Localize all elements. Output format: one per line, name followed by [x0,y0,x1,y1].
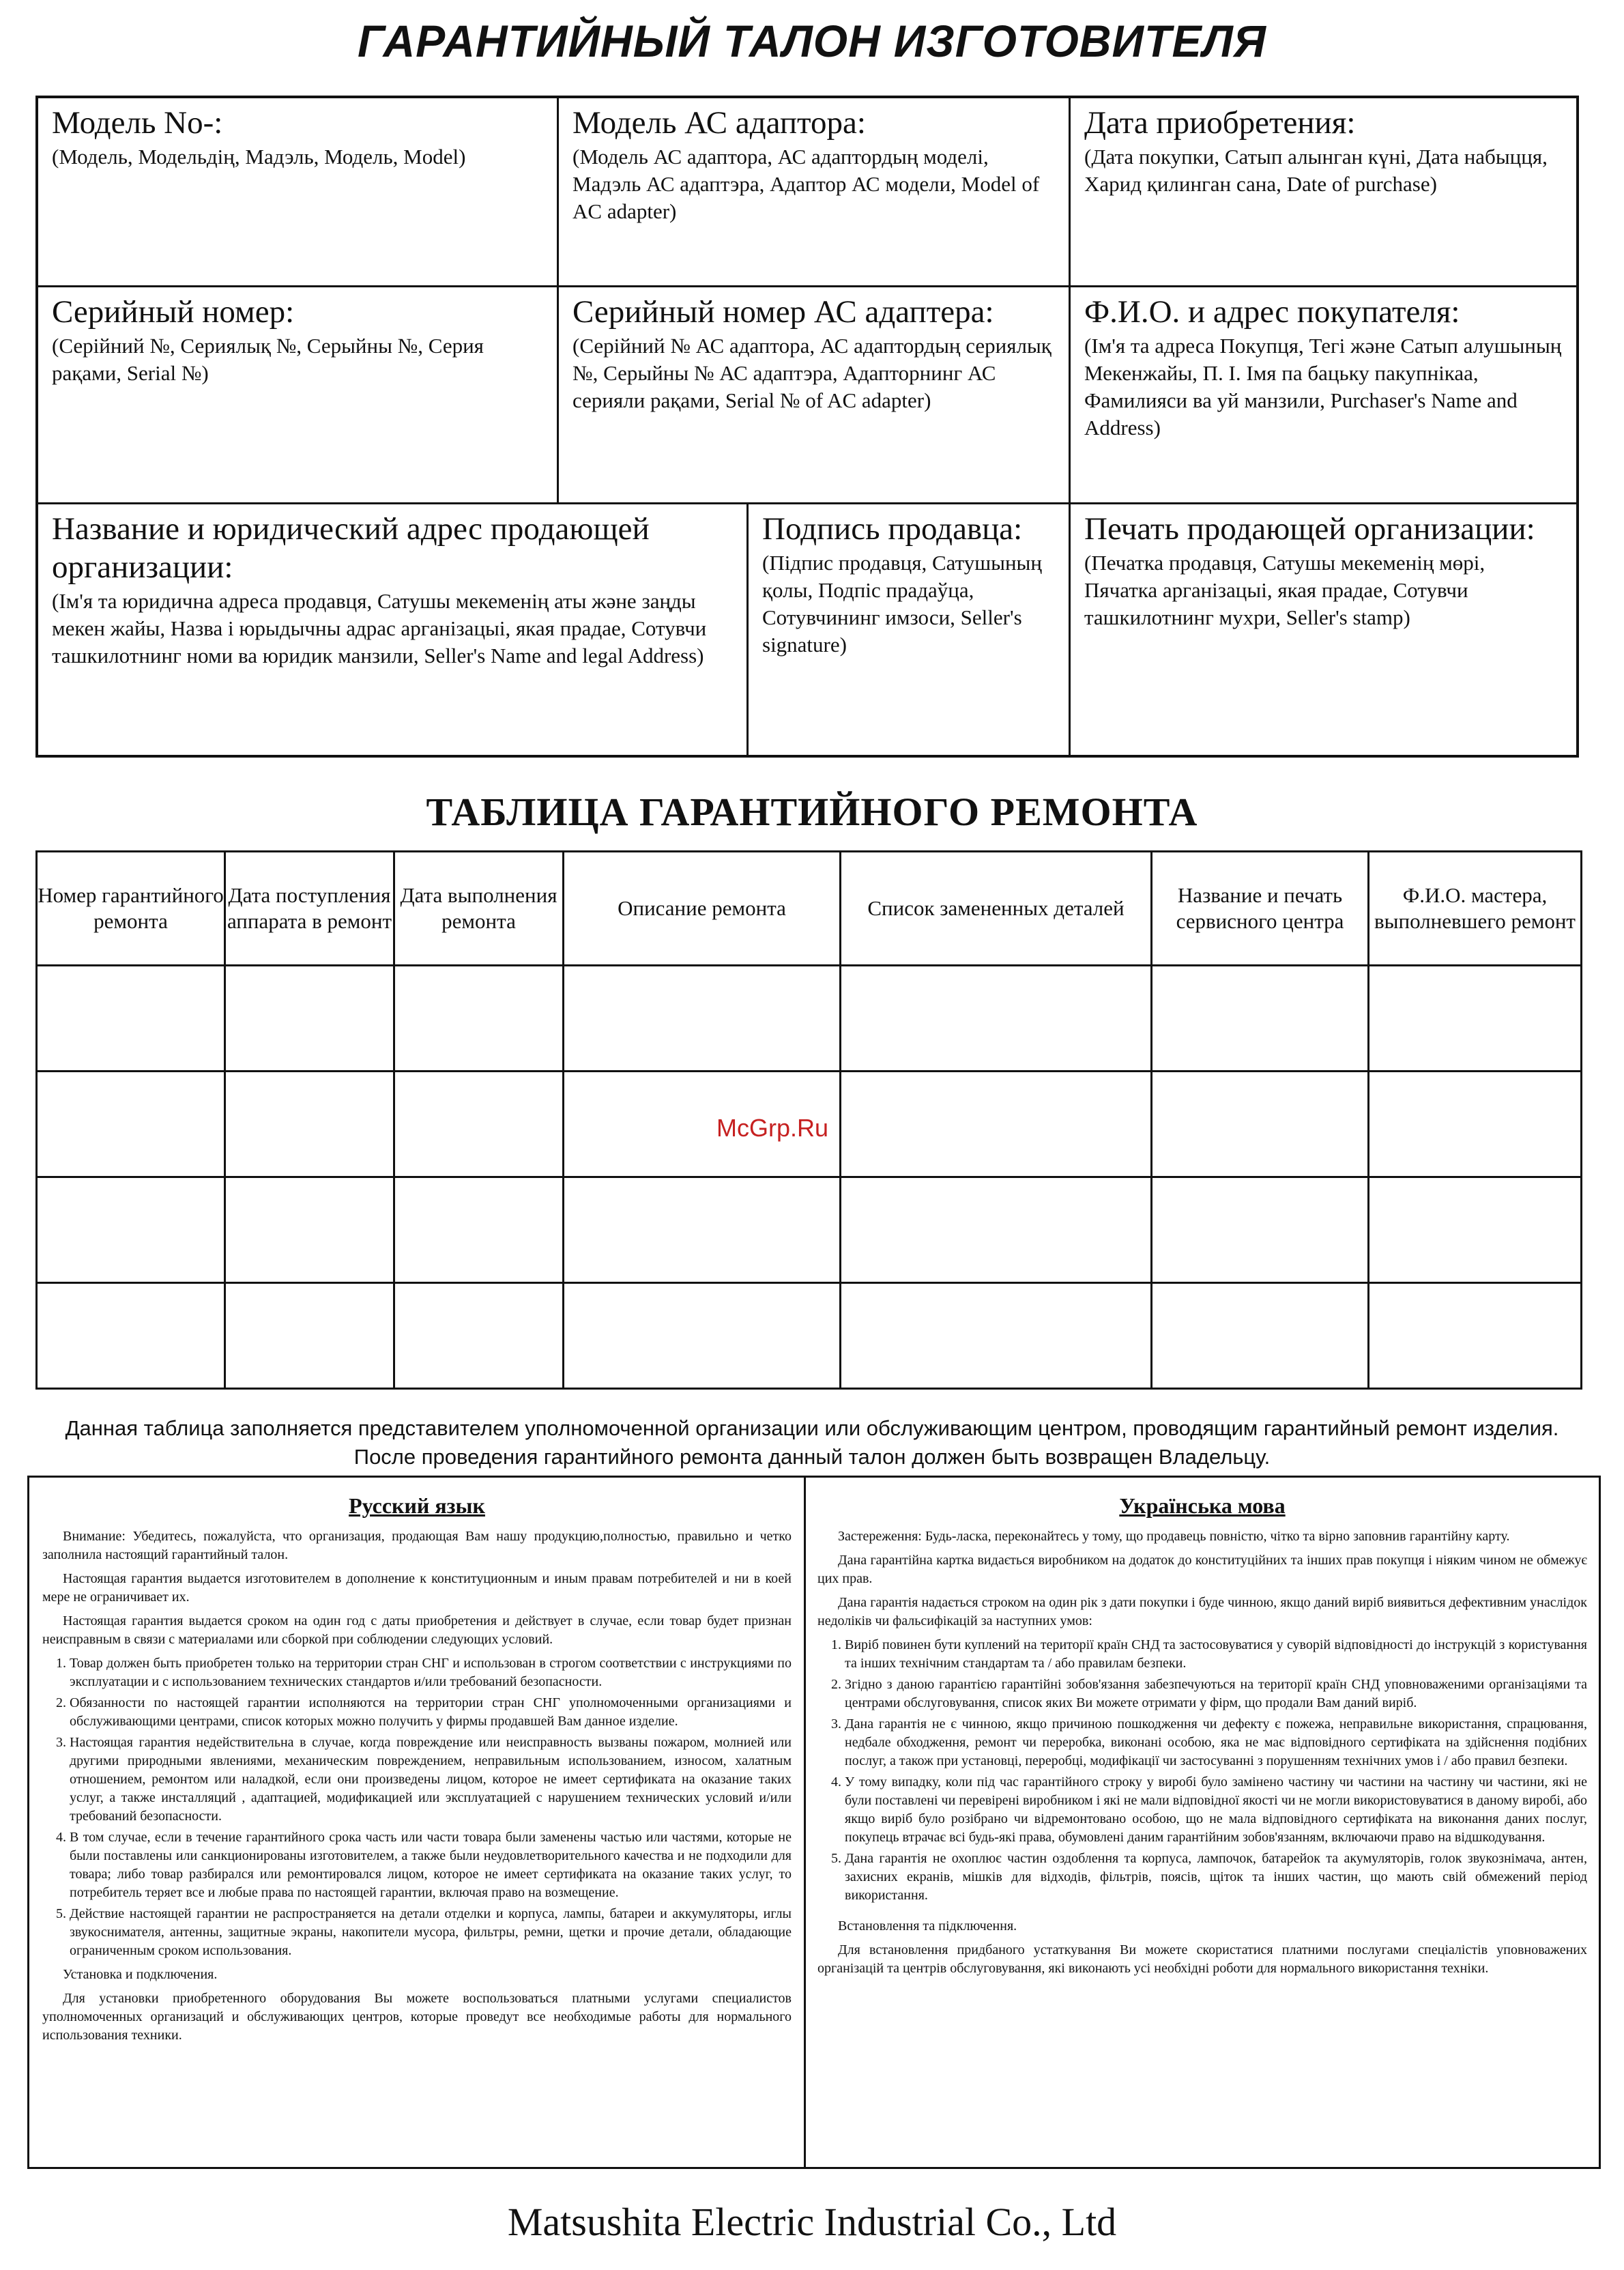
list-item: 3. Дана гарантія не є чинною, якщо причиною пошкодження чи дефекту є пожежа, неправильне використання, спрацювання, недбале обходження, ремонт чи переробка, виконані особою, яка не має відповідного сертифіката на здійснення подібних послуг, а також при установці, переробці, модифікації чи застосуванні з порушенням технічних умов і / або правил безпеки. [845,1715,1587,1770]
terms-ru-paragraph: Настоящая гарантия выдается сроком на один год с даты приобретения и действует в случае, если товар будет признан неисправным в связи с материалами или сборкой при соблюдении следующих условий. [42,1613,792,1647]
terms-ua-heading: Українська мова [1119,1493,1286,1518]
terms-ukrainian [817,1482,1587,1983]
terms-ru-install-heading: Установка и подключения. [63,1967,218,1982]
terms-ua-paragraph: Застереження: Будь-ласка, переконайтесь у тому, що продавець повністю, чітко та вірно заповнив гарантійну карту. [838,1529,1510,1544]
field-ac-serial-label: Серийный номер АС адаптера: [572,294,994,330]
field-model[interactable] [38,98,557,285]
table-cell[interactable] [37,1177,225,1283]
field-seller-stamp[interactable] [1071,504,1576,756]
field-ac-model-sub: (Модель АС адаптора, АС адаптордың моделі, Мадэль АС адаптэра, Адаптор АС модели, Model of AC adapter) [572,145,1040,223]
table-cell[interactable] [1369,1283,1582,1389]
list-item: 4. В том случае, если в течение гарантийного срока часть или части товара были заменены частью или частями, которые не были поставлены или санкционированы изготовителем, а также были неудовлетворительного качества и не подходили для товара; либо товар разбирался или ремонтировался лицом, которое не имеет сертификата на оказание таких услуг, то потребитель теряет все и любые права по настоящей гарантии, включая право на возмещение. [70,1828,792,1902]
terms-ua-install-heading: Встановлення та підключення. [838,1919,1017,1934]
list-item: 1. Товар должен быть приобретен только на территории стран СНГ и использован в строгом соответствии с инструкциями по эксплуатации и с использованием технических стандартов и/или требований безопасности. [70,1654,792,1691]
company-name: Matsushita Electric Industrial Co., Ltd [507,2200,1117,2244]
field-serial-sub: (Серійний №, Сериялық №, Серыйны №, Серия рақами, Serial №) [52,334,484,385]
field-purchase-date-sub: (Дата покупки, Сатып алынган күні, Дата набыцця, Харид қилинган сана, Date of purchase) [1084,145,1548,196]
field-purchase-date[interactable] [1071,98,1576,285]
page-title: ГАРАНТИЙНЫЙ ТАЛОН ИЗГОТОВИТЕЛЯ [358,16,1266,66]
table-cell[interactable] [1152,1072,1369,1177]
field-seller-stamp-sub: (Печатка продавця, Сатушы мекеменің мөрі, Пячатка арганізацыі, якая прадае, Сотувчи ташкилотнинг мухри, Seller's stamp) [1084,551,1485,629]
repair-table-note [0,1414,1624,1471]
field-model-label: Модель No-: [52,105,223,141]
table-cell[interactable] [841,1283,1152,1389]
table-cell[interactable] [37,1072,225,1177]
repair-col-date-completed: Дата выполнения ремонта [394,852,564,966]
field-model-sub: (Модель, Модельдің, Мадэль, Модель, Model) [52,145,466,169]
field-serial-label: Серийный номер: [52,294,295,330]
terms-ru-paragraph: Внимание: Убедитесь, пожалуйста, что организация, продающая Вам нашу продукцию,полностью, правильно и четко заполнила настоящий гарантийный талон. [42,1529,792,1562]
repair-col-number: Номер гарантийного ремонта [37,852,225,966]
repair-col-technician: Ф.И.О. мастера, выполневшего ремонт [1369,852,1582,966]
table-cell[interactable] [564,1283,841,1389]
terms-ua-list [817,1636,1587,1905]
note-line-2: После проведения гарантийного ремонта данный талон должен быть возвращен Владельцу. [353,1445,1271,1469]
field-seller-signature-label: Подпись продавца: [762,511,1023,547]
table-cell[interactable] [841,1177,1152,1283]
terms-ru-install-text: Для установки приобретенного оборудования Вы можете воспользоваться платными услугами специалистов уполномоченных организаций и обслуживающих центров, которые проведут все необходимые работы для нормального использования техники. [42,1991,792,2043]
repair-col-service-center: Название и печать сервисного центра [1152,852,1369,966]
table-cell[interactable] [1369,1177,1582,1283]
table-cell[interactable] [225,1072,394,1177]
list-item: 2. Обязанности по настоящей гарантии исполняются на территории стран СНГ уполномоченными организациями и обслуживающими центрами, список которых можно получить у фирмы продавшей Вам данное изделие. [70,1694,792,1731]
field-seller-signature[interactable] [749,504,1069,756]
terms-divider [804,1476,806,2169]
table-row [37,966,1582,1072]
list-item: 5. Действие настоящей гарантии не распространяется на детали отделки и корпуса, лампы, батареи и аккумуляторы, иглы звукоснимателя, антенны, защитные экраны, накопители мусора, фильтры, ремни, щетки и прочие детали, обладающие ограниченным сроком использования. [70,1905,792,1960]
table-cell[interactable] [564,966,841,1072]
repair-table-header-row [37,852,1582,966]
terms-ru-heading: Русский язык [349,1493,485,1518]
field-ac-model[interactable] [559,98,1069,285]
terms-ua-paragraph: Дана гарантійна картка видається виробником на додаток до конституційних та інших прав покупця і ніяким чином не обмежує цих прав. [817,1553,1587,1586]
repair-col-description: Описание ремонта [564,852,841,966]
table-cell[interactable] [841,1072,1152,1177]
repair-col-replaced-parts: Список замененных деталей [841,852,1152,966]
terms-russian [42,1482,792,2050]
list-item: 2. Згідно з даною гарантією гарантійні зобов'язання забезпечуються на території країн СНД уповноваженими організаціями та центрами обслуговування, список яких Ви можете отримати у фірм, що продали Вам даний виріб. [845,1676,1587,1712]
terms-ru-list [42,1654,792,1960]
watermark: McGrp.Ru [716,1114,829,1142]
list-item: 3. Настоящая гарантия недействительна в случае, когда повреждение или неисправность вызваны пожаром, молнией или другими природными явлениями, механическим повреждением, неправильным использованием, износом, халатным отношением, ремонтом или наладкой, если они произведены лицом, которое не имеет сертификата на оказание таких услуг, а также инсталляций , адаптацией, модификацией или эксплуатацией с нарушением технических условий и/или требований безопасности. [70,1734,792,1826]
field-ac-serial[interactable] [559,287,1069,502]
field-ac-serial-sub: (Серійний № АС адаптора, АС адаптордың сериялық №, Серыйны № АС адаптэра, Адапторнинг АС серияли рақами, Serial № of AC adapter) [572,334,1052,412]
table-cell[interactable] [37,966,225,1072]
table-cell[interactable] [225,966,394,1072]
field-serial[interactable] [38,287,557,502]
table-cell[interactable] [37,1283,225,1389]
table-cell[interactable] [394,966,564,1072]
table-cell[interactable] [841,966,1152,1072]
field-purchase-date-label: Дата приобретения: [1084,105,1356,141]
list-item: 5. Дана гарантія не охоплює частин оздоблення та корпуса, лампочок, батарейок та акумуляторів, голок звукознімача, антен, захисних екранів, мішків для відходів, фільтрів, поясів, щіток та інших частин, що мають свій обмежений період використання. [845,1850,1587,1905]
field-buyer-sub: (Ім'я та адреса Покупця, Тегі және Сатып алушының Мекенжайы, П. І. Імя па бацьку пакупнікаа, Фамилияси ва уй манзили, Purchaser's Name and Address) [1084,334,1562,440]
field-seller-org-sub: (Ім'я та юридична адреса продавця, Сатушы мекеменің аты және заңды мекен жайы, Назва і юрыдычны адрас арганізацыі, якая прадае, Сотувчи ташкилотнинг номи ва юридик манзили, Seller's Name and legal Address) [52,589,707,667]
repair-col-date-received: Дата поступления аппарата в ремонт [225,852,394,966]
table-cell[interactable] [394,1177,564,1283]
table-cell[interactable] [1152,966,1369,1072]
table-cell[interactable] [394,1283,564,1389]
field-seller-signature-sub: (Підпис продавця, Сатушының қолы, Подпіс прадаўца, Сотувчининг имзоси, Seller's signature) [762,551,1042,657]
table-cell[interactable] [1369,966,1582,1072]
field-buyer[interactable] [1071,287,1576,502]
table-cell[interactable] [1152,1283,1369,1389]
list-item: 1. Виріб повинен бути куплений на території країн СНД та застосовуватися у суворій відповідності до інструкцій з користування та інших технічним стандартам та / або правилам безпеки. [845,1636,1587,1673]
repair-table-title: ТАБЛИЦА ГАРАНТИЙНОГО РЕМОНТА [426,790,1198,834]
field-ac-model-label: Модель АС адаптора: [572,105,866,141]
terms-ru-paragraph: Настоящая гарантия выдается изготовителем в дополнение к конституционным и иным правам потребителей и ни в коей мере не ограничивает их. [42,1571,792,1605]
table-cell[interactable] [225,1177,394,1283]
list-item: 4. У тому випадку, коли під час гарантійного строку у виробі було замінено частину чи частини на частину чи частини, які не були поставлені чи перевірені виробником і які не мали відповідної якості чи не могли використовуватися в даному виробі, або якщо виріб було розібрано чи відремонтовано особою, що не мала відповідного сертифіката на виконання даних послуг, покупець втрачає всі будь-які права, обумовлені даним гарантійним зобов'язанням, включаючи право на відшкодування. [845,1773,1587,1847]
field-seller-org-label: Название и юридический адрес продающей организации: [52,511,650,585]
terms-ua-paragraph: Дана гарантія надається строком на один рік з дати покупки і буде чинною, якщо даний виріб виявиться дефективним унаслідок недоліків чи фальсифікацій за наступних умов: [817,1595,1587,1628]
terms-ua-install-text: Для встановлення придбаного устаткування Ви можете скористатися платними послугами спеціалістів уповноважених організацій та центрів обслуговування, які виконають усі необхідні роботи для нормального використання техніки. [817,1942,1587,1976]
table-cell[interactable] [225,1283,394,1389]
table-cell[interactable] [394,1072,564,1177]
table-cell[interactable] [1369,1072,1582,1177]
note-line-1: Данная таблица заполняется представителем уполномоченной организации или обслуживающим центром, проводящим гарантийный ремонт изделия. [65,1416,1559,1440]
table-row [37,1283,1582,1389]
table-cell[interactable] [564,1177,841,1283]
field-seller-stamp-label: Печать продающей организации: [1084,511,1535,547]
field-seller-org[interactable] [38,504,746,756]
field-buyer-label: Ф.И.О. и адрес покупателя: [1084,294,1460,330]
table-row [37,1177,1582,1283]
table-cell[interactable] [1152,1177,1369,1283]
